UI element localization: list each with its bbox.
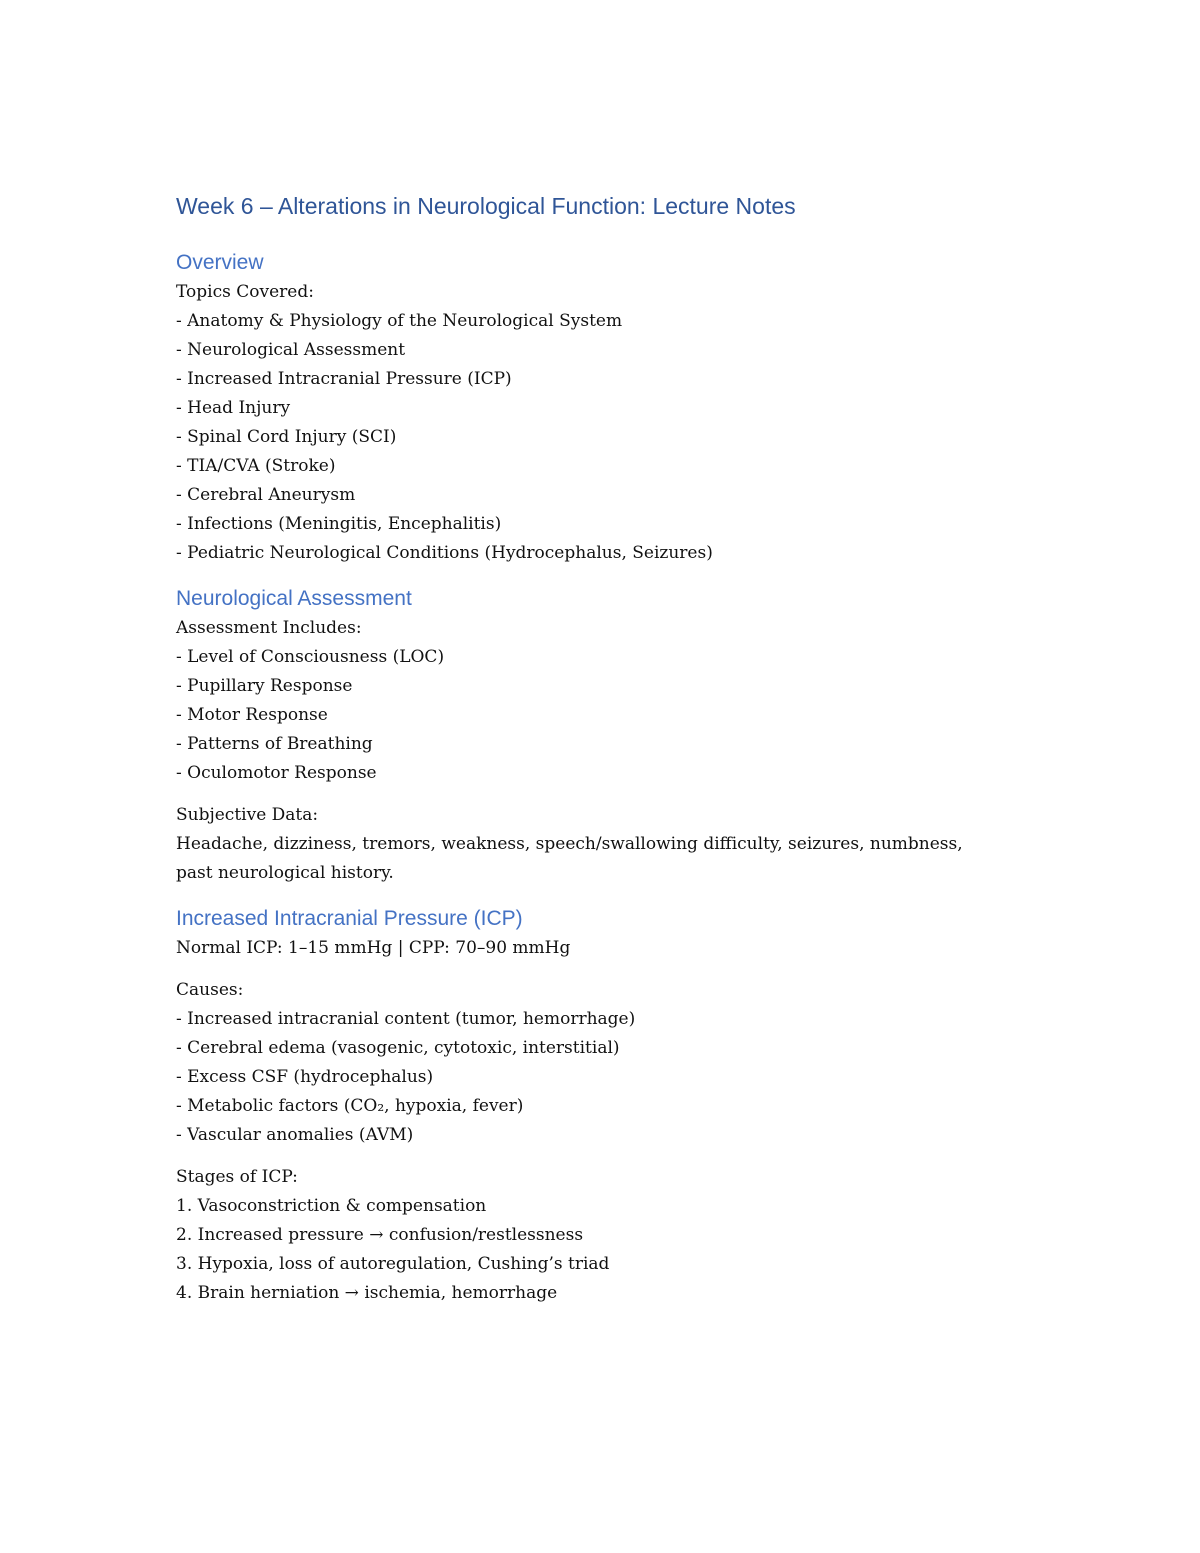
- section-gap: [176, 888, 1076, 904]
- icp-normal-values: Normal ICP: 1–15 mmHg | CPP: 70–90 mmHg: [176, 938, 571, 958]
- paragraph-gap: [176, 1150, 1076, 1163]
- list-item: - Cerebral edema (vasogenic, cytotoxic, interstitial): [176, 1038, 620, 1058]
- overview-intro: Topics Covered:: [176, 282, 314, 302]
- list-item: - Increased Intracranial Pressure (ICP): [176, 369, 512, 389]
- list-item: 1. Vasoconstriction & compensation: [176, 1196, 487, 1216]
- list-item: 2. Increased pressure → confusion/restlessness: [176, 1225, 584, 1245]
- stages-label: Stages of ICP:: [176, 1167, 298, 1187]
- icp-section: [176, 904, 1076, 1308]
- list-item: - Anatomy & Physiology of the Neurological System: [176, 311, 623, 331]
- list-item: 4. Brain herniation → ischemia, hemorrhage: [176, 1283, 558, 1303]
- list-item: - Excess CSF (hydrocephalus): [176, 1067, 434, 1087]
- list-item: - Head Injury: [176, 398, 291, 418]
- list-item: - Cerebral Aneurysm: [176, 485, 356, 505]
- list-item: - Pupillary Response: [176, 676, 353, 696]
- list-item: - Infections (Meningitis, Encephalitis): [176, 514, 502, 534]
- list-item: - Oculomotor Response: [176, 763, 377, 783]
- list-item: - Vascular anomalies (AVM): [176, 1125, 414, 1145]
- paragraph-gap: [176, 788, 1076, 801]
- overview-heading: Overview: [176, 251, 264, 274]
- list-item: - Pediatric Neurological Conditions (Hydrocephalus, Seizures): [176, 543, 713, 563]
- list-item: - Patterns of Breathing: [176, 734, 373, 754]
- subjective-text-line-2: past neurological history.: [176, 863, 394, 883]
- assessment-heading: Neurological Assessment: [176, 587, 412, 610]
- paragraph-gap: [176, 963, 1076, 976]
- list-item: - Level of Consciousness (LOC): [176, 647, 445, 667]
- list-item: - TIA/CVA (Stroke): [176, 456, 336, 476]
- list-item: 3. Hypoxia, loss of autoregulation, Cushing’s triad: [176, 1254, 610, 1274]
- list-item: - Motor Response: [176, 705, 328, 725]
- list-item: - Metabolic factors (CO₂, hypoxia, fever): [176, 1096, 524, 1116]
- document-page: [176, 190, 1076, 1308]
- causes-label: Causes:: [176, 980, 244, 1000]
- list-item: - Increased intracranial content (tumor, hemorrhage): [176, 1009, 636, 1029]
- overview-section: [176, 248, 1076, 568]
- icp-heading: Increased Intracranial Pressure (ICP): [176, 907, 523, 930]
- document-title: Week 6 – Alterations in Neurological Function: Lecture Notes: [176, 193, 796, 219]
- section-gap: [176, 568, 1076, 584]
- list-item: - Neurological Assessment: [176, 340, 406, 360]
- assessment-intro: Assessment Includes:: [176, 618, 362, 638]
- list-item: - Spinal Cord Injury (SCI): [176, 427, 397, 447]
- subjective-label: Subjective Data:: [176, 805, 319, 825]
- subjective-text-line-1: Headache, dizziness, tremors, weakness, speech/swallowing difficulty, seizures, numbness,: [176, 834, 963, 854]
- assessment-section: [176, 584, 1076, 888]
